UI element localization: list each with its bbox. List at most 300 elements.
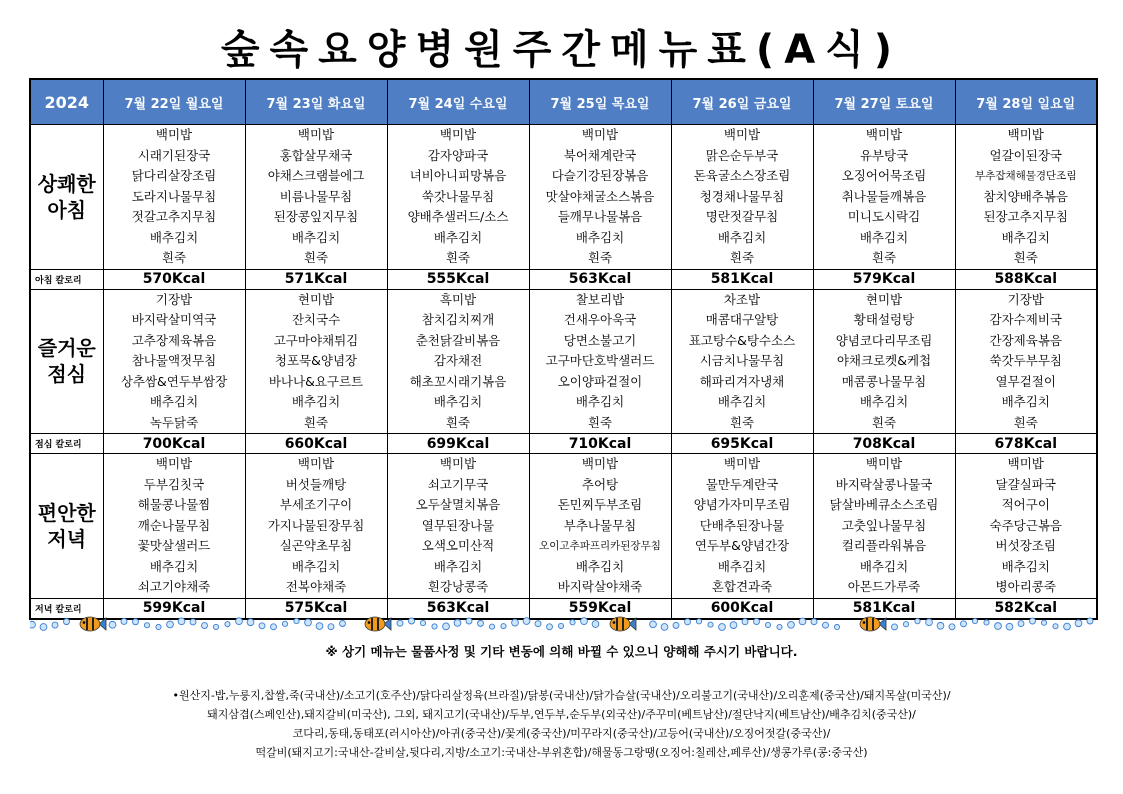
menu-item: 배추김치 <box>149 558 199 574</box>
bubble-icon <box>696 619 701 624</box>
bubble-icon <box>1041 620 1046 625</box>
menu-item: 홍합살무채국 <box>279 147 353 163</box>
bubble-icon <box>30 621 35 628</box>
meal-label-line: 편안한 <box>37 500 96 525</box>
menu-item: 시래기된장국 <box>137 147 211 163</box>
menu-item: 쇠고기야채죽 <box>137 579 211 594</box>
bubble-icon <box>271 624 277 630</box>
menu-item: 흰죽 <box>1013 414 1038 430</box>
menu-item: 찰보리밥 <box>575 291 625 307</box>
menu-item: 고구마단호박샐러드 <box>545 353 655 368</box>
bubble-icon <box>305 619 312 626</box>
menu-item: 부세조기구이 <box>279 497 353 512</box>
bubble-icon <box>915 619 920 624</box>
menu-item: 쑥갓나물무침 <box>421 188 495 204</box>
calorie-value: 700Kcal <box>103 434 245 454</box>
fish-icon <box>365 617 391 631</box>
lunch-calorie-row <box>30 434 1097 454</box>
menu-item: 오징어어묵조림 <box>841 168 927 183</box>
bubble-icon <box>799 618 806 625</box>
notice-text: ※ 상기 메뉴는 물품사정 및 기타 변동에 의해 바뀔 수 있으니 양해해 주시기 바랍니다. <box>325 644 798 659</box>
lunch-menu-cell <box>671 289 813 434</box>
menu-item: 숙주당근볶음 <box>989 517 1062 533</box>
lunch-menu-cell <box>955 289 1097 434</box>
bubble-icon <box>133 619 139 625</box>
breakfast-menu-cell <box>387 125 529 270</box>
bubble-icon <box>202 623 208 629</box>
fish-icon <box>610 617 636 631</box>
bubble-icon <box>926 619 933 626</box>
menu-item: 간장제육볶음 <box>989 332 1062 348</box>
bubble-icon <box>535 621 541 627</box>
menu-item: 배추김치 <box>1001 558 1050 574</box>
day-header-fri: 7월 26일 금요일 <box>671 79 813 125</box>
meal-label-line: 상쾌한 <box>37 171 96 196</box>
menu-item: 바지락살콩나물국 <box>835 476 933 492</box>
menu-item: 단배추된장나물 <box>699 517 785 533</box>
menu-item: 흰죽 <box>871 250 897 265</box>
bubble-icon <box>501 624 506 629</box>
menu-item: 부추잡채해물경단조림 <box>975 170 1077 182</box>
menu-item: 백미밥 <box>155 127 193 142</box>
menu-item: 시금치나물무침 <box>699 353 785 368</box>
menu-item: 배추김치 <box>859 229 909 245</box>
menu-item: 배추김치 <box>859 558 909 574</box>
bubble-icon <box>282 621 287 626</box>
calorie-value: 555Kcal <box>387 269 529 289</box>
menu-item: 백미밥 <box>439 127 477 142</box>
menu-item: 참치양배추볶음 <box>983 188 1069 204</box>
bubble-icon <box>489 624 494 629</box>
menu-item: 가지나물된장무침 <box>267 517 365 533</box>
lunch-menu-cell <box>387 289 529 434</box>
bubble-icon <box>144 623 149 628</box>
menu-item: 배추김치 <box>1001 394 1050 409</box>
menu-item: 명란젓갈무침 <box>705 209 779 224</box>
bubble-icon <box>64 619 70 625</box>
calorie-value: 678Kcal <box>955 434 1097 454</box>
menu-item: 배추김치 <box>433 394 483 409</box>
menu-item: 오이양파겉절이 <box>557 373 643 389</box>
menu-item: 야채스크램블에그 <box>267 168 365 183</box>
lunch-menu-row <box>30 289 1097 434</box>
menu-item: 감자채전 <box>433 353 483 368</box>
menu-item: 백미밥 <box>297 456 335 471</box>
meal-label-line: 아침 <box>47 197 87 222</box>
origin-line: •원산지-밥,누룽지,찹쌀,죽(국내산)/소고기(호주산)/닭다리살정육(브라질)/닭봉(국내산)/닭가슴살(국내산)/오리불고기(국내산)/오리훈제(중국산)/돼지목살(미국산)/ <box>172 689 951 702</box>
calorie-value: 563Kcal <box>387 598 529 619</box>
bubble-icon <box>432 624 437 629</box>
bubble-icon <box>225 622 230 627</box>
menu-item: 백미밥 <box>1007 456 1044 471</box>
menu-item: 배추김치 <box>575 229 625 245</box>
menu-item: 백미밥 <box>865 127 903 142</box>
fish-icon <box>860 617 886 631</box>
menu-item: 배추김치 <box>291 229 341 245</box>
bubble-icon <box>984 620 989 625</box>
menu-item: 젓갈고추지무침 <box>131 209 217 224</box>
origin-line: 떡갈비(돼지고기:국내산-갈비살,뒷다리,지방/소고기:국내산-부위혼합)/해물동그랑땡(오징어:칠레산,페루산)/생콩가루(콩:중국산) <box>255 746 868 759</box>
menu-item: 취나물들깨볶음 <box>841 188 927 204</box>
menu-item: 닭살바베큐소스조림 <box>829 497 939 512</box>
bubble-icon <box>178 618 185 625</box>
bubble-icon <box>316 623 323 630</box>
menu-item: 배추김치 <box>859 394 909 409</box>
menu-item: 오이고추파프리카된장무침 <box>539 540 661 552</box>
menu-item: 양념가자미무조림 <box>693 497 791 512</box>
calorie-value: 710Kcal <box>529 434 671 454</box>
day-header-sat: 7월 27일 토요일 <box>813 79 955 125</box>
menu-item: 두부김칫국 <box>143 476 205 492</box>
bubble-icon <box>443 623 450 630</box>
menu-item: 고구마야채튀김 <box>273 332 359 348</box>
bubble-icon <box>420 620 425 625</box>
calorie-value: 570Kcal <box>103 269 245 289</box>
menu-item: 흑미밥 <box>439 291 477 307</box>
menu-item: 백미밥 <box>297 127 335 142</box>
bubble-icon <box>523 618 530 625</box>
menu-item: 청경채나물무침 <box>699 188 785 204</box>
menu-item: 배추김치 <box>433 558 483 574</box>
menu-item: 맑은순두부국 <box>705 147 779 163</box>
calorie-value: 575Kcal <box>245 598 387 619</box>
bubble-icon <box>903 622 908 627</box>
bubble-icon <box>156 624 161 629</box>
menu-item: 백미밥 <box>865 456 903 471</box>
bubble-icon <box>834 624 839 629</box>
bubble-icon <box>937 622 944 629</box>
bubble-icon <box>121 618 127 624</box>
menu-item: 전복야채죽 <box>285 579 347 594</box>
dinner-menu-cell <box>955 454 1097 599</box>
menu-item: 아몬드가루죽 <box>847 579 921 594</box>
dinner-menu-cell <box>671 454 813 599</box>
breakfast-menu-cell <box>245 125 387 270</box>
menu-item: 흰죽 <box>587 250 613 265</box>
bubble-icon <box>719 624 726 631</box>
menu-item: 건새우아욱국 <box>563 312 637 327</box>
bubble-icon <box>823 622 829 628</box>
menu-item: 물만두계란국 <box>705 476 779 492</box>
menu-item: 북어채계란국 <box>563 147 637 163</box>
menu-item: 흰죽 <box>1013 250 1038 265</box>
bubble-icon <box>512 619 519 626</box>
calorie-value: 582Kcal <box>955 598 1097 619</box>
meal-label-line: 저녁 <box>47 526 87 551</box>
dinner-menu-cell <box>813 454 955 599</box>
bubble-icon <box>409 618 415 624</box>
menu-item: 들깨무나물볶음 <box>557 209 643 224</box>
menu-item: 고춧잎나물무침 <box>841 517 927 533</box>
lunch-menu-cell <box>103 289 245 434</box>
bubble-icon <box>558 623 563 628</box>
menu-body <box>30 125 1097 619</box>
menu-item: 매콤대구알탕 <box>705 312 779 327</box>
breakfast-menu-row <box>30 125 1097 270</box>
menu-item: 도라지나물무침 <box>131 188 217 204</box>
breakfast-label <box>30 125 103 270</box>
menu-item: 버섯들깨탕 <box>285 476 347 492</box>
menu-item: 바나나&요구르트 <box>268 373 364 389</box>
breakfast-calorie-row <box>30 269 1097 289</box>
bubble-icon <box>742 619 748 625</box>
bubble-icon <box>547 624 553 630</box>
menu-item: 잔치국수 <box>291 312 341 327</box>
menu-item: 녀비아니피망볶음 <box>409 168 507 183</box>
menu-item: 바지락살미역국 <box>131 312 217 327</box>
bubble-icon <box>190 619 196 625</box>
calorie-value: 563Kcal <box>529 269 671 289</box>
bubble-icon <box>213 624 218 629</box>
menu-item: 돈육굴소스장조림 <box>693 168 791 183</box>
bubble-icon <box>1006 623 1013 630</box>
bubble-icon <box>811 619 817 625</box>
calorie-value: 600Kcal <box>671 598 813 619</box>
menu-item: 배추김치 <box>575 558 625 574</box>
menu-item: 현미밥 <box>297 291 335 307</box>
bubble-icon <box>1087 618 1093 624</box>
menu-item: 쑥갓두부무침 <box>989 353 1062 368</box>
menu-item: 부추나물무침 <box>563 517 637 533</box>
calorie-value: 699Kcal <box>387 434 529 454</box>
menu-item: 배추김치 <box>149 229 199 245</box>
dinner-menu-cell <box>529 454 671 599</box>
menu-item: 열무겉절이 <box>995 373 1056 389</box>
calorie-value: 571Kcal <box>245 269 387 289</box>
bubble-icon <box>478 620 484 626</box>
menu-item: 흰강낭콩죽 <box>427 579 489 594</box>
menu-item: 연두부&양념간장 <box>694 538 790 553</box>
menu-item: 닭다리살장조림 <box>131 168 217 183</box>
bubble-icon <box>1064 623 1071 630</box>
bubble-icon <box>466 618 472 624</box>
menu-item: 병아리콩죽 <box>995 579 1056 594</box>
menu-item: 다슬기강된장볶음 <box>551 168 649 183</box>
calorie-value: 579Kcal <box>813 269 955 289</box>
menu-item: 흰죽 <box>161 250 187 265</box>
bubble-icon <box>570 620 575 625</box>
meal-label-line: 점심 <box>47 362 87 387</box>
day-header-tue: 7월 23일 화요일 <box>245 79 387 125</box>
bubble-icon <box>972 618 977 623</box>
dinner-label <box>30 454 103 599</box>
menu-item: 해초꼬시래기볶음 <box>409 373 507 389</box>
bubble-icon <box>397 620 403 626</box>
breakfast-menu-cell <box>955 125 1097 270</box>
dinner-menu-row <box>30 454 1097 599</box>
menu-item: 흰죽 <box>587 414 613 430</box>
lunch-menu-cell <box>245 289 387 434</box>
bubble-icon <box>949 624 955 630</box>
menu-item: 해물콩나물찜 <box>137 497 211 512</box>
menu-item: 참나물액젓무침 <box>131 353 217 368</box>
bubble-icon <box>109 621 116 628</box>
bubble-icon <box>52 622 58 628</box>
menu-item: 달걀실파국 <box>995 476 1056 492</box>
bubble-icon <box>454 619 461 626</box>
menu-item: 양배추샐러드/소스 <box>407 209 509 224</box>
bubble-icon <box>328 624 334 630</box>
fish-bubble-divider <box>30 611 1099 637</box>
menu-item: 배추김치 <box>575 394 625 409</box>
bubble-icon <box>708 622 713 627</box>
menu-item: 오색오미산적 <box>421 538 495 553</box>
menu-item: 흰죽 <box>729 414 755 430</box>
menu-item: 추어탕 <box>581 476 619 492</box>
calorie-value: 660Kcal <box>245 434 387 454</box>
menu-item: 배추김치 <box>433 229 483 245</box>
menu-item: 배추김치 <box>717 394 767 409</box>
bubble-icon <box>247 619 254 626</box>
bubble-icon <box>1053 624 1058 629</box>
bubble-icon <box>892 624 898 630</box>
bubble-icon <box>661 624 668 631</box>
menu-item: 적어구이 <box>1001 497 1050 512</box>
menu-item: 유부탕국 <box>859 147 909 163</box>
menu-item: 버섯장조림 <box>995 538 1056 553</box>
menu-item: 춘천닭갈비볶음 <box>415 332 501 348</box>
calorie-value: 695Kcal <box>671 434 813 454</box>
dinner-menu-cell <box>103 454 245 599</box>
weekly-menu-table <box>29 78 1098 620</box>
bubble-icon <box>961 621 967 627</box>
bubble-icon <box>1030 618 1036 624</box>
bubble-icon <box>294 618 299 623</box>
menu-item: 고추장제육볶음 <box>131 332 217 348</box>
menu-item: 녹두닭죽 <box>149 414 199 430</box>
menu-item: 열무된장나물 <box>421 517 495 533</box>
menu-item: 돈민찌두부조림 <box>557 497 643 512</box>
menu-item: 오두살멸치볶음 <box>415 497 501 512</box>
dinner-menu-cell <box>387 454 529 599</box>
menu-item: 청포묵&양념장 <box>274 353 358 368</box>
calorie-value: 599Kcal <box>103 598 245 619</box>
bubble-icon <box>777 624 782 629</box>
lunch-calorie-label: 점심 칼로리 <box>30 434 103 454</box>
menu-item: 바지락살야채죽 <box>557 579 643 594</box>
menu-item: 흰죽 <box>445 414 471 430</box>
menu-item: 백미밥 <box>581 456 619 471</box>
menu-item: 배추김치 <box>291 558 341 574</box>
menu-item: 양념코다리무조림 <box>835 332 933 348</box>
bubble-icon <box>754 619 760 625</box>
menu-item: 백미밥 <box>581 127 619 142</box>
menu-item: 된장콩잎지무침 <box>273 209 359 224</box>
calorie-value: 559Kcal <box>529 598 671 619</box>
bubble-icon <box>730 622 737 629</box>
menu-item: 백미밥 <box>155 456 193 471</box>
lunch-menu-cell <box>529 289 671 434</box>
meal-label-line: 즐거운 <box>37 336 96 361</box>
menu-item: 배추김치 <box>149 394 199 409</box>
day-header-mon: 7월 22일 월요일 <box>103 79 245 125</box>
bubble-icon <box>592 621 599 628</box>
menu-item: 배추김치 <box>291 394 341 409</box>
menu-item: 차조밥 <box>723 291 761 307</box>
lunch-menu-cell <box>813 289 955 434</box>
menu-item: 기장밥 <box>155 291 193 307</box>
bubble-icon <box>40 624 47 631</box>
bubble-icon <box>1018 621 1024 627</box>
breakfast-calorie-label: 아침 칼로리 <box>30 269 103 289</box>
menu-item: 맛살야채굴소스볶음 <box>545 188 655 204</box>
calorie-value: 708Kcal <box>813 434 955 454</box>
menu-item: 백미밥 <box>723 456 761 471</box>
menu-item: 비름나물무침 <box>279 188 353 204</box>
menu-item: 흰죽 <box>303 250 329 265</box>
calorie-value: 588Kcal <box>955 269 1097 289</box>
bubble-icon <box>581 618 588 625</box>
bubble-icon <box>650 621 657 628</box>
day-header-thu: 7월 25일 목요일 <box>529 79 671 125</box>
bubble-icon <box>167 621 174 628</box>
menu-item: 참치김치찌개 <box>421 312 495 327</box>
page-title: 숲속요양병원주간메뉴표(A식) <box>220 27 903 73</box>
breakfast-menu-cell <box>813 125 955 270</box>
menu-item: 흰죽 <box>729 250 755 265</box>
bubble-icon <box>995 623 1002 630</box>
menu-item: 배추김치 <box>717 558 767 574</box>
menu-item: 매콤콩나물무침 <box>841 373 927 389</box>
menu-item: 당면소불고기 <box>563 332 637 348</box>
menu-item: 흰죽 <box>445 250 471 265</box>
menu-item: 컬리플라워볶음 <box>841 538 927 553</box>
bubble-icon <box>673 622 679 628</box>
menu-item: 감자수제비국 <box>989 312 1062 327</box>
lunch-label <box>30 289 103 434</box>
menu-item: 감자양파국 <box>427 147 489 163</box>
menu-item: 미니도시락김 <box>847 209 921 224</box>
bubble-icon <box>1075 620 1082 627</box>
menu-item: 실곤약초무침 <box>279 538 353 553</box>
dinner-menu-cell <box>245 454 387 599</box>
year-cell: 2024 <box>30 79 103 125</box>
calorie-value: 581Kcal <box>813 598 955 619</box>
calorie-value: 581Kcal <box>671 269 813 289</box>
menu-item: 백미밥 <box>723 127 761 142</box>
dinner-calorie-label: 저녁 칼로리 <box>30 598 103 619</box>
menu-item: 혼합견과죽 <box>711 579 773 594</box>
day-header-wed: 7월 24일 수요일 <box>387 79 529 125</box>
origin-line: 코다리,동태,동태포(러시아산)/아귀(중국산)/꽃게(중국산)/미꾸라지(중국산)/고등어(국내산)/오징어젓갈(중국산)/ <box>292 727 831 740</box>
menu-item: 표고탕수&탕수소스 <box>688 332 796 348</box>
menu-item: 황태설렁탕 <box>853 312 915 327</box>
menu-item: 야채크로켓&케첩 <box>836 353 932 368</box>
origin-line: 돼지삼겹(스페인산),돼지갈비(미국산), 그외, 돼지고기(국내산)/두부,연두부,순두부(외국산)/주꾸미(베트남산)/절단낙지(베트남산)/배추김치(중국산)/ <box>207 708 916 721</box>
menu-item: 해파리겨자냉채 <box>699 373 785 389</box>
header-row <box>30 79 1097 125</box>
menu-item: 깨순나물무침 <box>137 517 211 533</box>
bubble-icon <box>765 622 770 627</box>
menu-item: 쇠고기무국 <box>427 476 489 492</box>
bubble-icon <box>236 618 243 625</box>
menu-item: 배추김치 <box>717 229 767 245</box>
menu-item: 꽃맛살샐러드 <box>137 538 211 553</box>
menu-item: 현미밥 <box>865 291 903 307</box>
menu-item: 된장고추지무침 <box>983 209 1069 224</box>
menu-item: 상추쌈&연두부쌈장 <box>120 373 228 389</box>
menu-item: 기장밥 <box>1007 291 1044 307</box>
menu-item: 백미밥 <box>439 456 477 471</box>
breakfast-menu-cell <box>103 125 245 270</box>
bubble-icon <box>340 621 346 627</box>
menu-item: 흰죽 <box>871 414 897 430</box>
menu-item: 흰죽 <box>303 414 329 430</box>
breakfast-menu-cell <box>671 125 813 270</box>
menu-item: 백미밥 <box>1007 127 1044 142</box>
menu-item: 배추김치 <box>1001 229 1050 245</box>
bubble-icon <box>685 619 691 625</box>
